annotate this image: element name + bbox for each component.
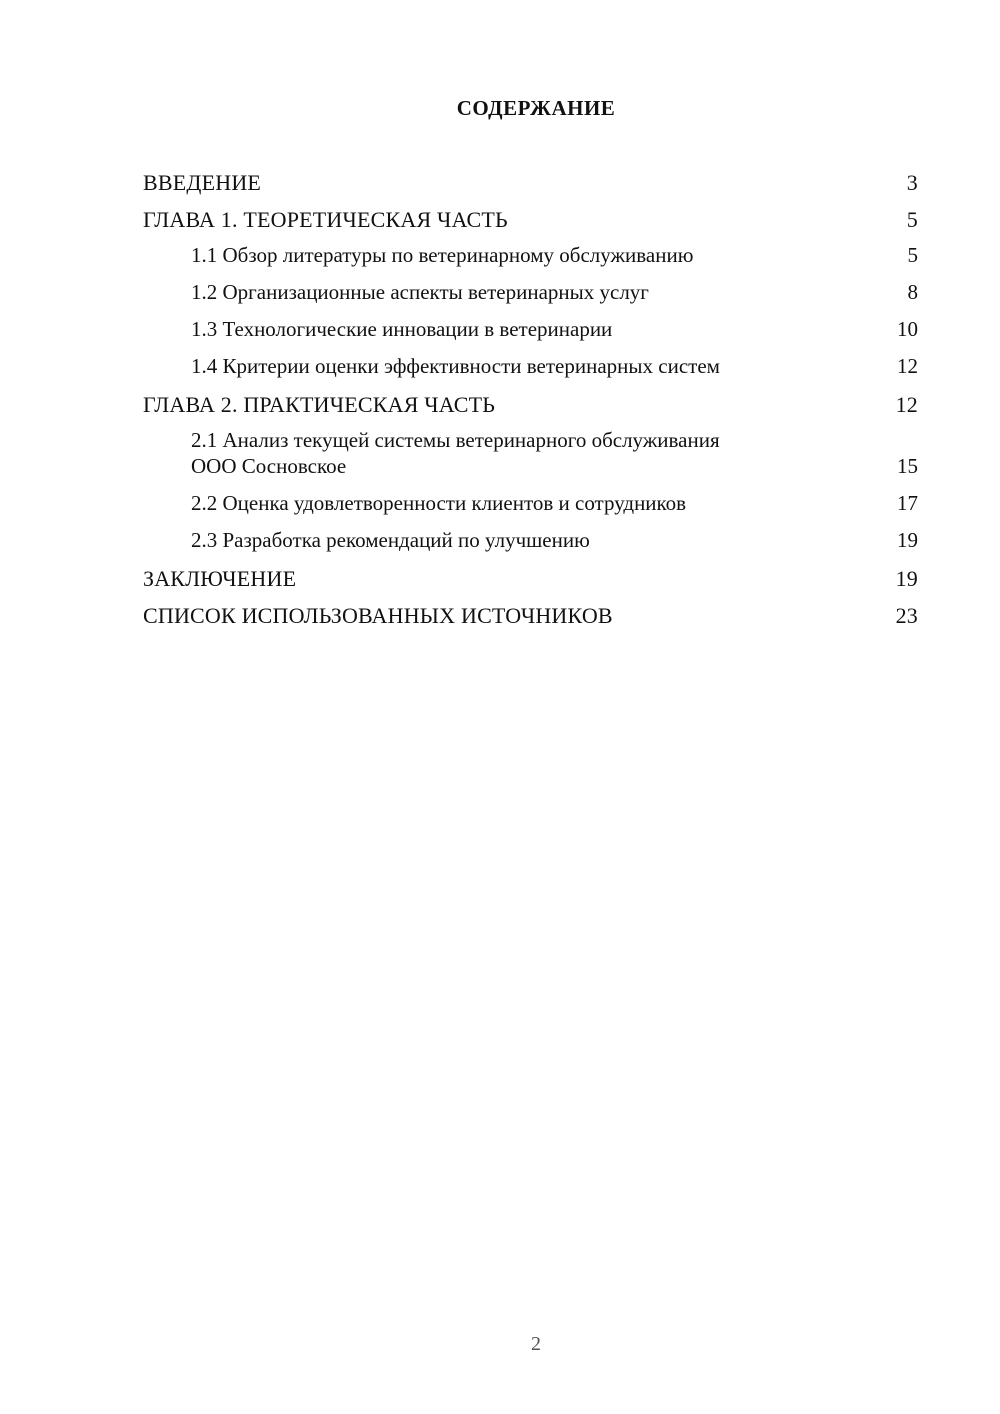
- toc-entry[interactable]: [143, 527, 918, 553]
- toc-entry[interactable]: [143, 316, 918, 342]
- toc-entry[interactable]: [143, 601, 918, 631]
- toc-entry-text: 1.3 Технологические инновации в ветеринарии: [191, 317, 613, 341]
- toc-entry-page: 10: [897, 317, 918, 341]
- page-number: 2: [531, 1333, 541, 1355]
- toc-entry-text: ГЛАВА 1. ТЕОРЕТИЧЕСКАЯ ЧАСТЬ: [143, 207, 508, 232]
- toc-entry-text: 1.4 Критерии оценки эффективности ветеринарных систем: [191, 354, 720, 378]
- toc-entry[interactable]: [143, 390, 918, 420]
- toc-entry[interactable]: [143, 564, 918, 594]
- toc-entry[interactable]: [143, 427, 918, 479]
- toc-entry-page: 23: [895, 603, 918, 628]
- toc-entry[interactable]: [143, 242, 918, 268]
- toc-entry-page: 15: [897, 454, 918, 478]
- toc-entry-text: 2.3 Разработка рекомендаций по улучшению: [191, 528, 590, 552]
- toc-title: СОДЕРЖАНИЕ: [456, 96, 616, 120]
- toc-entry[interactable]: [143, 279, 918, 305]
- toc-entry-text: ЗАКЛЮЧЕНИЕ: [143, 566, 297, 591]
- toc-entry-text: 2.1 Анализ текущей системы ветеринарного обслуживания ООО Сосновское: [191, 428, 720, 478]
- toc-entry[interactable]: [143, 168, 918, 198]
- toc-entry[interactable]: [143, 353, 918, 379]
- toc-entry-page: 5: [907, 243, 918, 267]
- toc-entry-page: 3: [906, 170, 918, 195]
- toc-entry-text: СПИСОК ИСПОЛЬЗОВАННЫХ ИСТОЧНИКОВ: [143, 603, 613, 628]
- toc-entry[interactable]: [143, 205, 918, 235]
- table-of-contents: [143, 168, 918, 638]
- toc-entry-text: 1.1 Обзор литературы по ветеринарному обслуживанию: [191, 243, 694, 267]
- toc-entry-page: 12: [895, 392, 918, 417]
- toc-entry-text: ГЛАВА 2. ПРАКТИЧЕСКАЯ ЧАСТЬ: [143, 392, 496, 417]
- toc-entry-page: 12: [897, 354, 918, 378]
- toc-entry[interactable]: [143, 490, 918, 516]
- toc-entry-text: 2.2 Оценка удовлетворенности клиентов и сотрудников: [191, 491, 687, 515]
- toc-entry-page: 8: [907, 280, 918, 304]
- toc-entry-page: 5: [906, 207, 918, 232]
- toc-entry-page: 19: [897, 528, 918, 552]
- toc-entry-text: ВВЕДЕНИЕ: [143, 170, 262, 195]
- toc-entry-page: 17: [897, 491, 918, 515]
- toc-entry-text: 1.2 Организационные аспекты ветеринарных услуг: [191, 280, 649, 304]
- toc-entry-page: 19: [895, 566, 918, 591]
